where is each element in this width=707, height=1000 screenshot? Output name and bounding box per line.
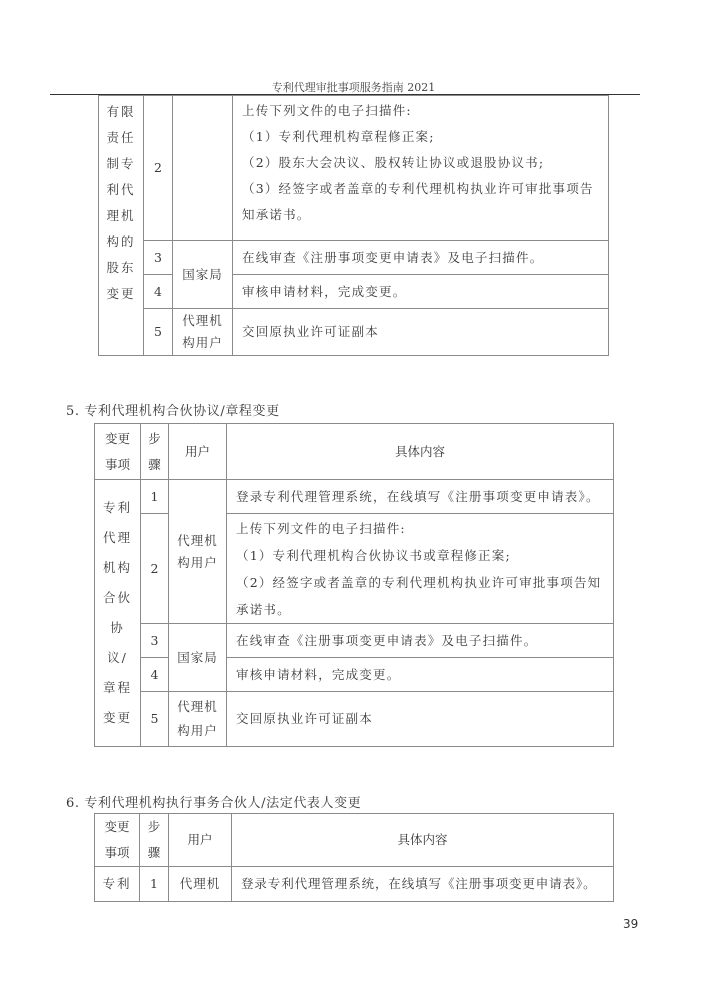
description-cell: 登录专利代理管理系统，在线填写《注册事项变更申请表》。 [227,480,614,514]
user-label: 代理机构用户 [177,699,218,738]
header-user: 用户 [169,424,227,480]
section-title-6: 6. 专利代理机构执行事务合伙人/法定代表人变更 [66,796,362,811]
table-row [99,241,609,275]
partnership-agreement-change-table [94,423,614,747]
table-header-row [95,424,614,480]
description-line: 上传下列文件的电子扫描件: [242,103,412,118]
description-line: （2）股东大会决议、股权转让协议或退股协议书; [242,155,545,170]
table-header-row [95,814,614,867]
user-cell [173,309,233,356]
user-cell: 国家局 [169,624,227,692]
description-cell: 在线审查《注册事项变更申请表》及电子扫描件。 [227,624,614,658]
table-row [95,480,614,514]
description-cell: 在线审查《注册事项变更申请表》及电子扫描件。 [233,241,609,275]
description-cell: 交回原执业许可证副本 [227,692,614,747]
step-number: 5 [144,309,173,356]
description-line: （1）专利代理机构合伙协议书或章程修正案; [236,547,511,563]
description-cell [227,514,614,624]
step-number: 4 [141,658,169,692]
change-item-cell: 专利 [95,867,140,902]
description-line: 上传下列文件的电子扫描件: [236,520,406,536]
user-label: 代理机构用户 [177,532,218,570]
user-label: 代理机构用户 [182,313,223,350]
header-user: 用户 [169,814,232,867]
change-item-label: 有限责任制专利代理机构的股东变更 [106,104,136,301]
running-header: 专利代理审批事项服务指南 2021 [271,81,436,94]
description-cell: 审核申请材料，完成变更。 [233,275,609,309]
step-number: 3 [144,241,173,275]
user-cell [173,96,233,241]
step-number: 5 [141,692,169,747]
description-line: （2）经签字或者盖章的专利代理机构执业许可审批事项告知承诺书。 [236,574,602,617]
page-number: 39 [623,917,639,931]
header-change-item: 变更事项 [95,814,140,867]
section-title-5: 5. 专利代理机构合伙协议/章程变更 [66,404,280,419]
description-cell: 登录专利代理管理系统，在线填写《注册事项变更申请表》。 [232,867,614,902]
user-cell [169,692,227,747]
header-change-item: 变更事项 [95,424,141,480]
table-row [95,692,614,747]
header-step: 步骤 [141,424,169,480]
table-row [95,624,614,658]
header-description: 具体内容 [232,814,614,867]
change-item-cell [99,96,144,356]
user-cell: 国家局 [173,241,233,309]
description-cell: 交回原执业许可证副本 [233,309,609,356]
user-cell: 代理机 [169,867,232,902]
table-row [99,309,609,356]
shareholder-change-table [98,95,609,356]
step-number: 3 [141,624,169,658]
step-number: 1 [140,867,169,902]
change-item-cell [95,480,141,747]
header-description: 具体内容 [227,424,614,480]
description-line: （3）经签字或者盖章的专利代理机构执业许可审批事项告知承诺书。 [242,181,594,222]
table-row [95,867,614,902]
header-step: 步骤 [140,814,169,867]
table-row [99,96,609,241]
description-line: （1）专利代理机构章程修正案; [242,129,435,144]
user-cell [169,480,227,624]
change-item-label: 专利代理机构合伙协议/章程变更 [102,500,132,725]
step-number: 4 [144,275,173,309]
description-cell: 审核申请材料，完成变更。 [227,658,614,692]
step-number: 2 [141,514,169,624]
description-cell [233,96,609,241]
step-number: 2 [144,96,173,241]
step-number: 1 [141,480,169,514]
executive-partner-change-table [94,813,614,902]
